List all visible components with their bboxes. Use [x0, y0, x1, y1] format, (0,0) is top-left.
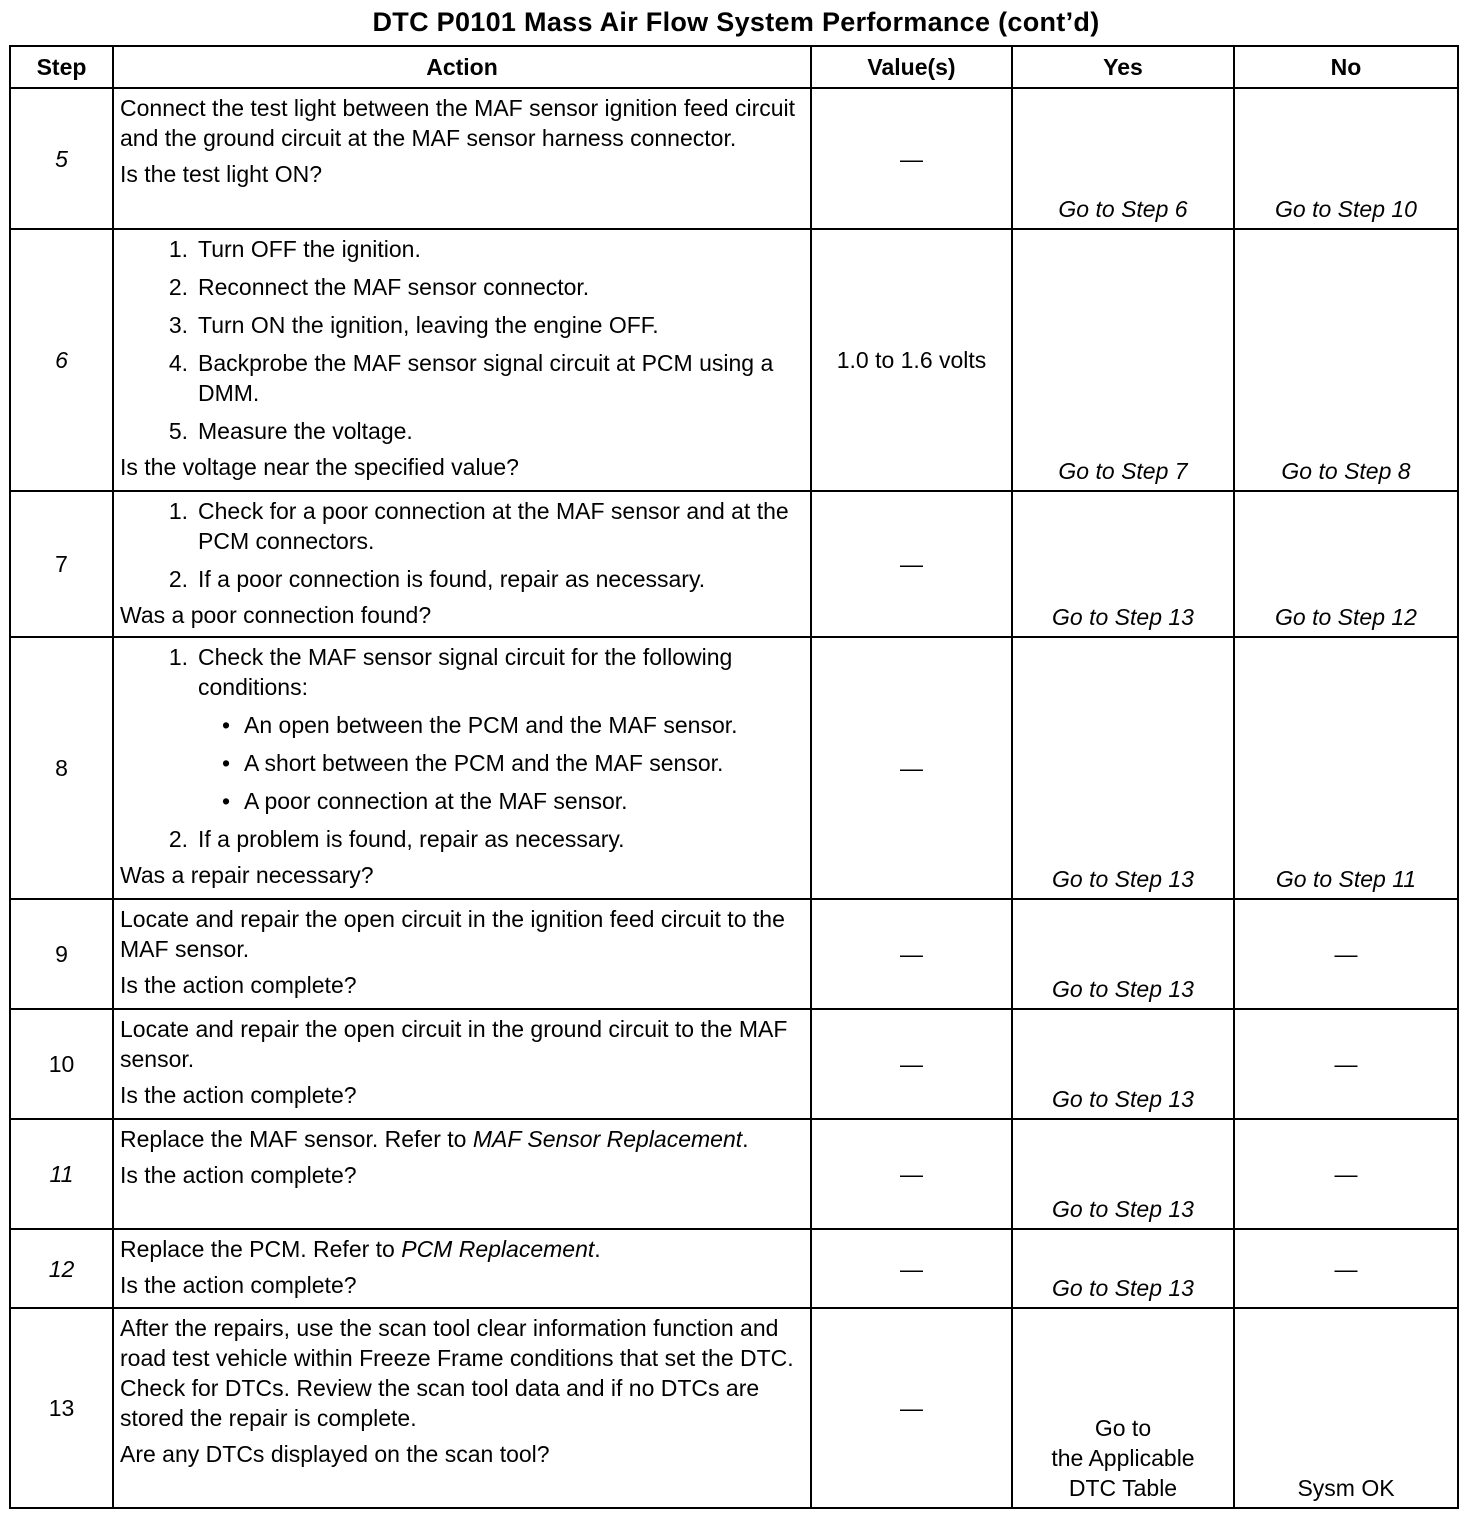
action-question: Is the test light ON? — [120, 161, 322, 187]
yes-cell — [1012, 1308, 1234, 1508]
yes-link[interactable]: Go to Step 13 — [1052, 604, 1194, 630]
list-item: 2. If a problem is found, repair as necessary. — [168, 826, 625, 852]
no-cell — [1234, 88, 1458, 229]
table-row-step-12 — [10, 1229, 1458, 1308]
action-steps-list — [120, 496, 804, 594]
yes-link[interactable]: Go to Step 7 — [1058, 458, 1188, 484]
action-question: Is the voltage near the specified value? — [120, 454, 519, 480]
list-item: 1. Turn OFF the ignition. — [168, 236, 421, 262]
value-cell: — — [811, 88, 1012, 229]
step-number: 13 — [10, 1308, 113, 1508]
step-number: 11 — [10, 1119, 113, 1229]
no-link[interactable]: Go to Step 11 — [1275, 866, 1417, 892]
value-cell: — — [811, 1009, 1012, 1119]
action-question: Are any DTCs displayed on the scan tool? — [120, 1441, 550, 1467]
value-cell: 1.0 to 1.6 volts — [811, 229, 1012, 491]
header-values: Value(s) — [811, 46, 1012, 88]
table-row-step-5 — [10, 88, 1458, 229]
list-item: 1. Check the MAF sensor signal circuit for the following conditions: • An open between the PCM and the MAF sensor. • A short between the PCM and the MAF sensor. • A poor connection at the MAF sensor. — [120, 642, 804, 816]
yes-cell — [1012, 229, 1234, 491]
yes-link[interactable]: Go to Step 13 — [1052, 976, 1194, 1002]
no-cell — [1234, 637, 1458, 899]
table-row-step-8 — [10, 637, 1458, 899]
no-cell: — — [1234, 1229, 1458, 1308]
action-question: Is the action complete? — [120, 1082, 357, 1108]
step-number: 9 — [10, 899, 113, 1009]
action-question: Is the action complete? — [120, 1272, 357, 1298]
action-cell — [113, 1009, 811, 1119]
step-number: 10 — [10, 1009, 113, 1119]
bullet-icon: • — [221, 750, 230, 776]
action-question: Is the action complete? — [120, 972, 357, 998]
header-yes: Yes — [1012, 46, 1234, 88]
action-text: After the repairs, use the scan tool clear information function and road test vehicle within Freeze Frame conditions that set the DTC. Check for DTCs. Review the scan tool data and if no DTCs are stored the repair is complete. — [120, 1315, 794, 1431]
action-cell — [113, 88, 811, 229]
action-cell — [113, 1229, 811, 1308]
action-steps-list — [120, 642, 804, 854]
action-text: Locate and repair the open circuit in the ignition feed circuit to the MAF sensor. — [120, 906, 785, 962]
action-cell — [113, 491, 811, 637]
action-cell — [113, 1119, 811, 1229]
no-cell — [1234, 491, 1458, 637]
action-text: Replace the PCM. Refer to PCM Replacement. — [120, 1236, 601, 1262]
page-title: DTC P0101 Mass Air Flow System Performance (cont’d) — [372, 7, 1100, 37]
list-item: 4. Backprobe the MAF sensor signal circuit at PCM using a DMM. — [168, 350, 774, 406]
yes-link[interactable]: Go to Step 13 — [1052, 866, 1194, 892]
yes-cell — [1012, 637, 1234, 899]
action-cell — [113, 637, 811, 899]
bullet-icon: • — [221, 712, 230, 738]
bullet-item: • A short between the PCM and the MAF sensor. — [130, 748, 804, 778]
list-item: 2. Reconnect the MAF sensor connector. — [168, 274, 590, 300]
action-cell — [113, 1308, 811, 1508]
header-step: Step — [10, 46, 113, 88]
no-link[interactable]: Go to Step 10 — [1275, 196, 1417, 222]
yes-link[interactable]: Go to Step 13 — [1052, 1196, 1194, 1222]
bullet-item: • A poor connection at the MAF sensor. — [130, 786, 804, 816]
table-row-step-7 — [10, 491, 1458, 637]
action-question: Was a poor connection found? — [120, 602, 432, 628]
yes-link[interactable]: Go to Step 6 — [1058, 196, 1188, 222]
bullet-icon: • — [221, 788, 230, 814]
yes-link[interactable]: Go to Step 13 — [1052, 1086, 1194, 1112]
list-item: 5. Measure the voltage. — [168, 418, 413, 444]
bullet-item: • An open between the PCM and the MAF sensor. — [130, 710, 804, 740]
yes-cell — [1012, 1009, 1234, 1119]
list-item: 1. Check for a poor connection at the MAF sensor and at the PCM connectors. — [168, 498, 789, 554]
step-number: 5 — [10, 88, 113, 229]
header-action: Action — [113, 46, 811, 88]
table-row-step-9 — [10, 899, 1458, 1009]
yes-cell — [1012, 899, 1234, 1009]
yes-link[interactable]: Go to Step 13 — [1052, 1275, 1194, 1301]
action-text: Replace the MAF sensor. Refer to MAF Sensor Replacement. — [120, 1126, 749, 1152]
table-row-step-10 — [10, 1009, 1458, 1119]
step-number: 12 — [10, 1229, 113, 1308]
yes-cell — [1012, 88, 1234, 229]
diagnostic-table — [9, 45, 1459, 1509]
step-number: 8 — [10, 637, 113, 899]
no-cell: — — [1234, 1119, 1458, 1229]
reference-link[interactable]: MAF Sensor Replacement — [472, 1126, 743, 1152]
action-cell — [113, 229, 811, 491]
header-row — [10, 46, 1458, 88]
step-number: 7 — [10, 491, 113, 637]
action-steps-list — [120, 234, 804, 446]
action-text: Connect the test light between the MAF sensor ignition feed circuit and the ground circuit at the MAF sensor harness connector. — [120, 95, 796, 151]
yes-cell — [1012, 1119, 1234, 1229]
no-link[interactable]: Go to Step 12 — [1275, 604, 1417, 630]
list-item: 3. Turn ON the ignition, leaving the engine OFF. — [168, 312, 659, 338]
header-no: No — [1234, 46, 1458, 88]
value-cell: — — [811, 1119, 1012, 1229]
table-row-step-13 — [10, 1308, 1458, 1508]
condition-bullets — [130, 710, 804, 816]
table-row-step-11 — [10, 1119, 1458, 1229]
step-number: 6 — [10, 229, 113, 491]
value-cell: — — [811, 491, 1012, 637]
no-link[interactable]: Go to Step 8 — [1281, 458, 1411, 484]
table-row-step-6 — [10, 229, 1458, 491]
action-cell — [113, 899, 811, 1009]
action-question: Was a repair necessary? — [120, 862, 374, 888]
value-cell: — — [811, 1229, 1012, 1308]
no-cell — [1234, 229, 1458, 491]
action-question: Is the action complete? — [120, 1162, 357, 1188]
no-result: Sysm OK — [1297, 1475, 1395, 1501]
value-cell: — — [811, 637, 1012, 899]
yes-cell — [1012, 491, 1234, 637]
no-cell — [1234, 1308, 1458, 1508]
value-cell: — — [811, 899, 1012, 1009]
no-cell: — — [1234, 899, 1458, 1009]
list-item: 2. If a poor connection is found, repair as necessary. — [168, 566, 706, 592]
action-text: Locate and repair the open circuit in the ground circuit to the MAF sensor. — [120, 1016, 788, 1072]
reference-link[interactable]: PCM Replacement — [401, 1236, 595, 1262]
no-cell: — — [1234, 1009, 1458, 1119]
value-cell: — — [811, 1308, 1012, 1508]
yes-cell — [1012, 1229, 1234, 1308]
yes-link[interactable]: Go to the Applicable DTC Table — [1051, 1415, 1195, 1501]
